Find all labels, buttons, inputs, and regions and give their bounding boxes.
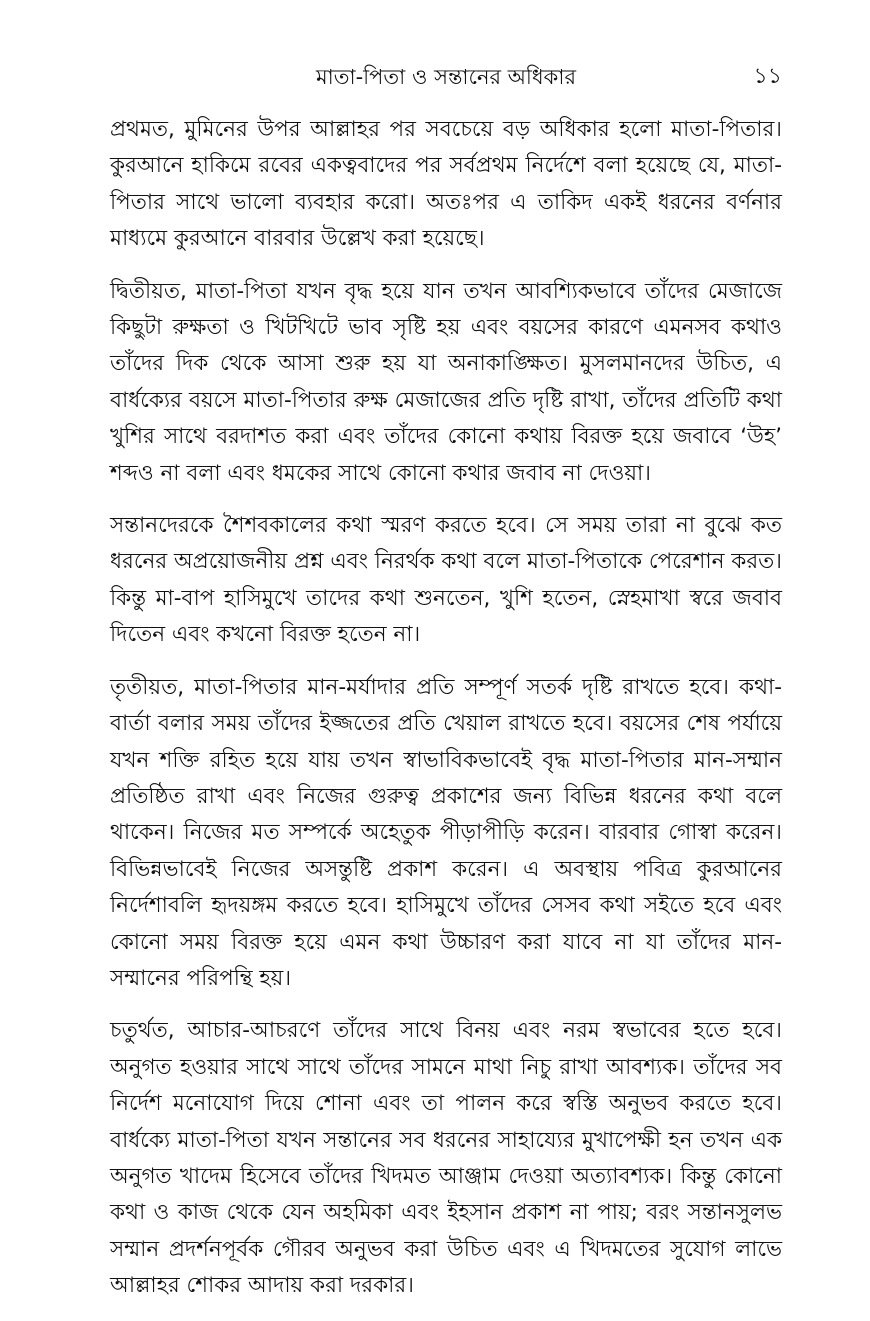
running-title: মাতা-পিতা ও সন্তানের অধিকার bbox=[315, 65, 577, 89]
paragraph-fourth-right: চতুর্থত, আচার-আচরণে তাঁদের সাথে বিনয় এবং নরম স্বভাবের হতে হবে। অনুগত হওয়ার সাথে সাথে তাঁদের সামনে মাথা নিচু রাখা আবশ্যক। তাঁদের সব নির্দেশ মনোযোগ দিয়ে শোনা এবং তা পালন করে স্বস্তি অনুভব করতে হবে। বার্ধক্যে মাতা-পিতা যখন সন্তানের সব ধরনের সাহায্যের মুখাপেক্ষী হন তখন এক অনুগত খাদেম হিসেবে তাঁদের খিদমত আঞ্জাম দেওয়া অত্যাবশ্যক। কিন্তু কোনো কথা ও কাজ থেকে যেন অহমিকা এবং ইহসান প্রকাশ না পায়; বরং সন্তানসুলভ সম্মান প্রদর্শনপূর্বক গৌরব অনুভব করা উচিত এবং এ খিদমতের সুযোগ লাভে আল্লাহর শোকর আদায় করা দরকার। bbox=[110, 1018, 782, 1299]
paragraph-third-right: তৃতীয়ত, মাতা-পিতার মান-মর্যাদার প্রতি সম্পূর্ণ সতর্ক দৃষ্টি রাখতে হবে। কথা-বার্তা বলার সময় তাঁদের ইজ্জতের প্রতি খেয়াল রাখতে হবে। বয়সের শেষ পর্যায়ে যখন শক্তি রহিত হয়ে যায় তখন স্বাভাবিকভাবেই বৃদ্ধ মাতা-পিতার মান-সম্মান প্রতিষ্ঠিত রাখা এবং নিজের গুরুত্ব প্রকাশের জন্য বিভিন্ন ধরনের কথা বলে থাকেন। নিজের মত সম্পর্কে অহেতুক পীড়াপীড়ি করেন। বারবার গোস্বা করেন। বিভিন্নভাবেই নিজের অসন্তুষ্টি প্রকাশ করেন। এ অবস্থায় পবিত্র কুরআনের নির্দেশাবলি হৃদয়ঙ্গম করতে হবে। হাসিমুখে তাঁদের সেসব কথা সইতে হবে এবং কোনো সময় বিরক্ত হয়ে এমন কথা উচ্চারণ করা যাবে না যা তাঁদের মান-সম্মানের পরিপন্থি হয়। bbox=[110, 674, 782, 991]
body-text bbox=[110, 112, 782, 1321]
paragraph-childhood-reminder: সন্তানদেরকে শৈশবকালের কথা স্মরণ করতে হবে। সে সময় তারা না বুঝে কত ধরনের অপ্রয়োজনীয় প্রশ্ন এবং নিরর্থক কথা বলে মাতা-পিতাকে পেরেশান করত। কিন্তু মা-বাপ হাসিমুখে তাদের কথা শুনতেন, খুশি হতেন, স্নেহমাখা স্বরে জবাব দিতেন এবং কখনো বিরক্ত হতেন না। bbox=[110, 513, 782, 648]
running-header bbox=[110, 62, 782, 98]
paragraph-second-right: দ্বিতীয়ত, মাতা-পিতা যখন বৃদ্ধ হয়ে যান তখন আবশ্যিকভাবে তাঁদের মেজাজে কিছুটা রুক্ষতা ও খিটখিটে ভাব সৃষ্টি হয় এবং বয়সের কারণে এমনসব কথাও তাঁদের দিক থেকে আসা শুরু হয় যা অনাকাঙ্ক্ষিত। মুসলমানদের উচিত, এ বার্ধক্যের বয়সে মাতা-পিতার রুক্ষ মেজাজের প্রতি দৃষ্টি রাখা, তাঁদের প্রতিটি কথা খুশির সাথে বরদাশত করা এবং তাঁদের কোনো কথায় বিরক্ত হয়ে জবাবে ‘উহ’ শব্দও না বলা এবং ধমকের সাথে কোনো কথার জবাব না দেওয়া। bbox=[110, 278, 782, 486]
page-number: ১১ bbox=[753, 64, 782, 89]
paragraph-first-right: প্রথমত, মুমিনের উপর আল্লাহর পর সবচেয়ে বড় অধিকার হলো মাতা-পিতার। কুরআনে হাকিমে রবের একত্ববাদের পর সর্বপ্রথম নির্দেশে বলা হয়েছে যে, মাতা-পিতার সাথে ভালো ব্যবহার করো। অতঃপর এ তাকিদ একই ধরনের বর্ণনার মাধ্যমে কুরআনে বারবার উল্লেখ করা হয়েছে। bbox=[110, 117, 782, 252]
